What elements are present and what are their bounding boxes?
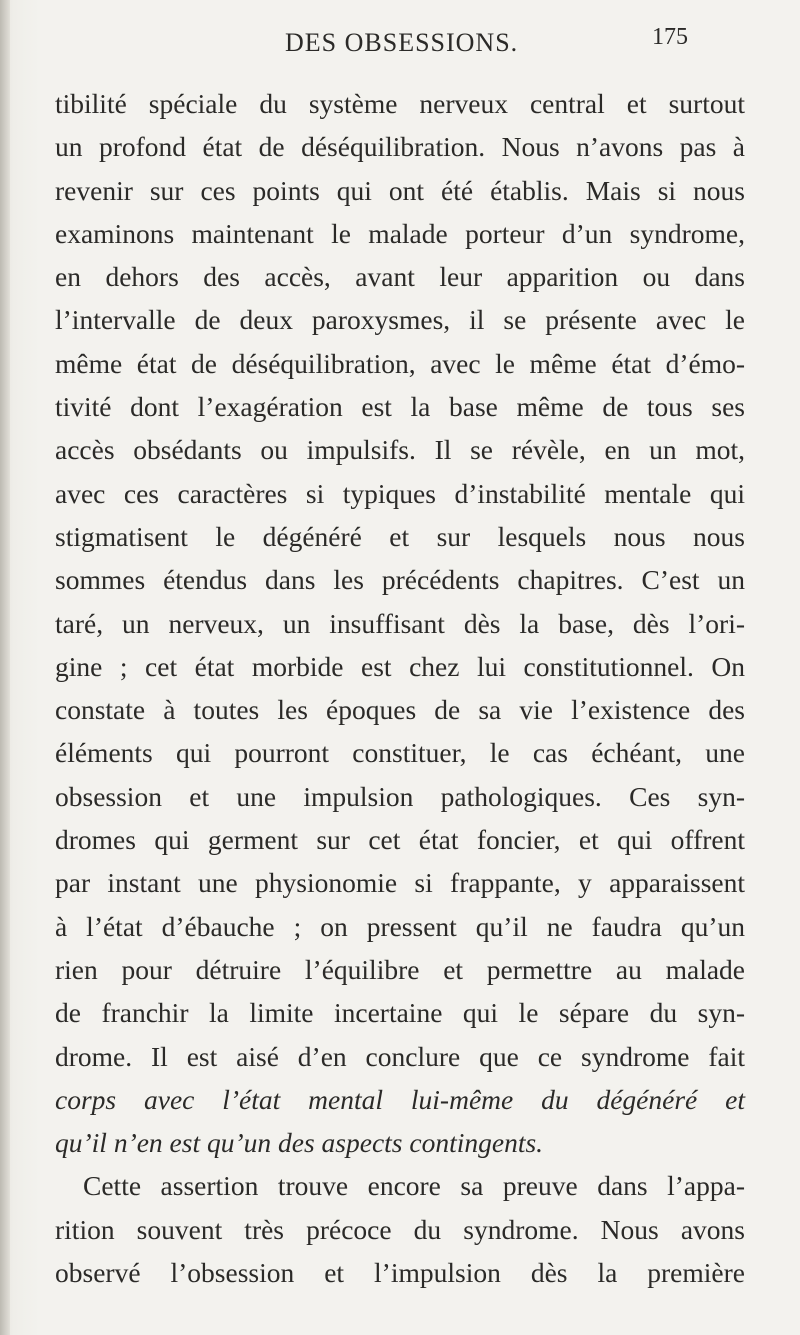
text-line-3: revenir sur ces points qui ont été établis. Mais si nous [55, 174, 745, 206]
page-number: 175 [652, 24, 688, 50]
text-line-10: avec ces caractères si typiques d’instabilité mentale qui [55, 477, 745, 509]
body-text [55, 82, 745, 1294]
text-line-12: sommes étendus dans les précédents chapitres. C’est un [55, 564, 745, 596]
text-line-23: drome. Il est aisé d’en conclure que ce syndrome fait [55, 1040, 745, 1072]
text-line-16: éléments qui pourront constituer, le cas échéant, une [55, 737, 745, 769]
text-line-9: accès obsédants ou impulsifs. Il se révèle, en un mot, [55, 434, 745, 466]
text-line-15: constate à toutes les époques de sa vie l’existence des [55, 694, 745, 726]
text-line-28: observé l’obsession et l’impulsion dès la première [55, 1257, 745, 1289]
text-line-17: obsession et une impulsion pathologiques. Ces syn- [55, 780, 745, 812]
text-line-2: un profond état de déséquilibration. Nous n’avons pas à [55, 131, 745, 163]
text-line-11: stigmatisent le dégénéré et sur lesquels nous nous [55, 520, 745, 552]
page-gutter [0, 0, 10, 1335]
text-line-18: dromes qui germent sur cet état foncier, et qui offrent [55, 824, 745, 856]
text-line-6: l’intervalle de deux paroxysmes, il se présente avec le [55, 304, 745, 336]
text-line-4: examinons maintenant le malade porteur d’un syndrome, [55, 217, 745, 249]
text-line-21: rien pour détruire l’équilibre et permettre au malade [55, 953, 745, 985]
text-line-19: par instant une physionomie si frappante, y apparaissent [55, 867, 745, 899]
text-line-25: qu’il n’en est qu’un des aspects contingents. [55, 1127, 544, 1159]
text-line-8: tivité dont l’exagération est la base même de tous ses [55, 391, 745, 423]
running-head: DES OBSESSIONS. [285, 28, 519, 57]
text-line-14: gine ; cet état morbide est chez lui constitutionnel. On [55, 650, 745, 682]
text-line-7: même état de déséquilibration, avec le même état d’émo- [55, 347, 745, 379]
text-line-1: tibilité spéciale du système nerveux central et surtout [55, 88, 745, 119]
text-line-22: de franchir la limite incertaine qui le sépare du syn- [55, 997, 745, 1029]
text-line-5: en dehors des accès, avant leur apparition ou dans [55, 261, 745, 293]
text-line-20: à l’état d’ébauche ; on pressent qu’il ne faudra qu’un [55, 910, 745, 942]
text-line-26: Cette assertion trouve encore sa preuve dans l’appa- [83, 1170, 745, 1202]
text-line-24: corps avec l’état mental lui-même du dégénéré et [55, 1083, 745, 1115]
text-line-13: taré, un nerveux, un insuffisant dès la base, dès l’ori- [55, 607, 745, 639]
text-line-27: rition souvent très précoce du syndrome. Nous avons [55, 1213, 745, 1245]
